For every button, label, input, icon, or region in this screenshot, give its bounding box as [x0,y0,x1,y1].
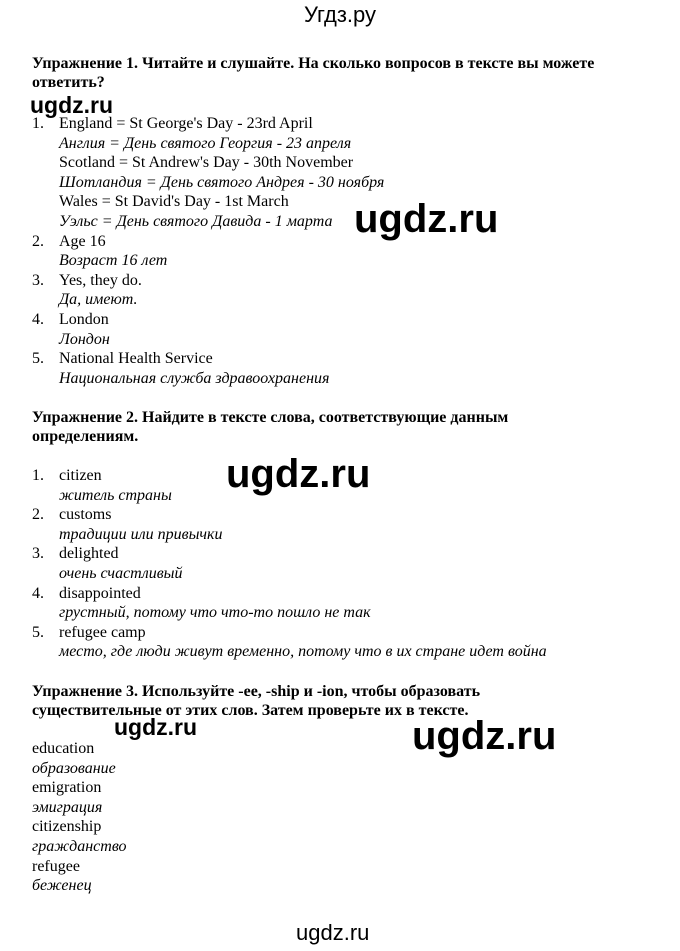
answer-text: Wales = St David's Day - 1st March [59,193,289,211]
answer-text: refugee camp [59,623,146,641]
item-number: 4. [32,310,44,328]
item-number [32,153,59,173]
answer-text: disappointed [59,584,141,602]
answer-line [32,290,384,310]
answer-line [32,212,384,232]
translation-text: очень счастливый [59,564,183,582]
watermark: ugdz.ru [30,92,114,118]
item-number [32,369,59,389]
answer-line [32,153,384,173]
answer-line [32,505,547,525]
item-number [32,525,59,545]
site-title: Угдз.ру [303,2,377,27]
answer-text: Scotland = St Andrew's Day - 30th November [59,154,354,172]
answer-line [32,330,384,350]
answer-line [32,271,384,291]
item-number: 3. [32,545,44,563]
translation-text: Уэльс = День святого Давида - 1 марта [59,212,333,230]
item-number [32,134,59,154]
watermark: ugdz.ru [354,197,499,241]
answer-line [32,584,547,604]
exercise-1-answers [32,114,384,388]
exercise-3-heading: Упражнение 3. Используйте -ee, -ship и -ion, чтобы образовать существительные от этих слов. Затем проверьте их в тексте. [32,683,481,719]
item-number: 2. [32,506,44,524]
translation-text: образование [32,759,116,777]
exercise-1-heading: Упражнение 1. Читайте и слушайте. На сколько вопросов в тексте вы можете ответить? [32,55,595,91]
answer-line [32,564,547,584]
item-number: 1. [32,115,44,132]
answer-line [32,603,547,623]
answer-line [32,310,384,330]
translation-text: Лондон [59,330,110,348]
answer-line [32,173,384,193]
answer-line [32,134,384,154]
item-number [32,564,59,584]
answer-line [32,349,384,369]
answer-text: Age 16 [59,232,106,250]
answer-line [32,623,547,643]
answer-line [32,232,384,252]
translation-text: традиции или привычки [59,525,223,543]
translation-text: Возраст 16 лет [59,252,168,270]
item-number [32,290,59,310]
exercise-2-heading: Упражнение 2. Найдите в тексте слова, соответствующие данным определениям. [32,409,509,445]
answer-line [32,544,547,564]
answer-text: London [59,310,109,328]
answer-text: citizen [59,467,102,484]
answer-text: delighted [59,545,119,563]
item-number [32,642,59,662]
answer-text: National Health Service [59,350,213,368]
translation-text: грустный, потому что что-то пошло не так [59,604,371,622]
translation-text: житель страны [59,486,172,504]
translation-text: Национальная служба здравоохранения [59,369,330,387]
translation-text: беженец [32,877,92,895]
translation-text: гражданство [32,837,127,855]
answer-text: England = St George's Day - 23rd April [59,115,313,132]
answer-text: emigration [32,779,102,797]
answer-line [32,525,547,545]
footer-watermark: ugdz.ru [296,920,370,945]
translation-text: эмиграция [32,798,103,816]
translation-text: Англия = День святого Георгия - 23 апреля [59,134,352,152]
answer-line [32,192,384,212]
item-number [32,192,59,212]
answer-line [32,251,384,271]
translation-text: место, где люди живут временно, потому что в их стране идет война [59,643,547,661]
answer-text: customs [59,506,112,524]
item-number [32,486,59,506]
item-number: 2. [32,232,44,250]
watermark: ugdz.ru [412,714,557,758]
answer-text: Yes, they do. [59,271,142,289]
item-number: 1. [32,467,44,484]
translation-text: Шотландия = День святого Андрея - 30 ноября [59,173,385,191]
answer-line [32,369,384,389]
watermark: ugdz.ru [114,714,198,740]
watermark: ugdz.ru [226,452,371,496]
item-number: 5. [32,350,44,368]
answer-text: citizenship [32,818,102,836]
exercise-3-answers [32,739,127,896]
item-number: 3. [32,271,44,289]
item-number [32,330,59,350]
item-number: 5. [32,623,44,641]
item-number: 4. [32,584,44,602]
answer-text: refugee [32,857,80,875]
item-number [32,603,59,623]
item-number [32,212,59,232]
item-number [32,173,59,193]
translation-text: Да, имеют. [59,291,138,309]
answer-text: education [32,740,95,757]
item-number [32,251,59,271]
answer-line [32,642,547,662]
